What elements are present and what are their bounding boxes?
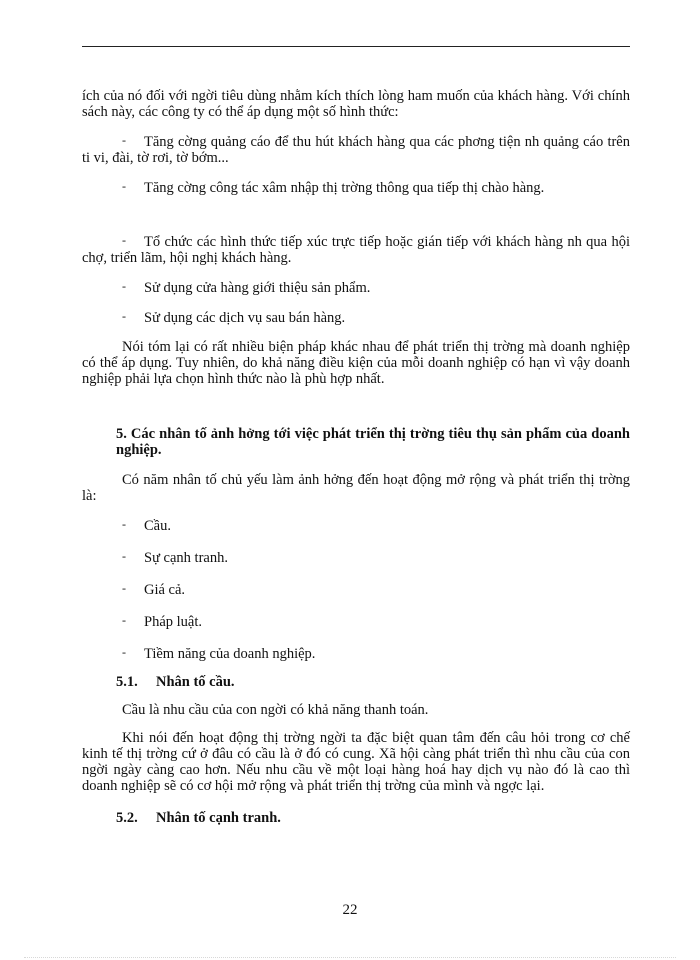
page-number: 22 [342,902,358,918]
paragraph-summary: Nói tóm lại có rất nhiều biện pháp khác nhau để phát triển thị trờng mà doanh nghiệp có thể áp dụng. Tuy nhiên, do khả năng điều kiện của mỗi doanh nghiệp có hạn vì vậy doanh nghiệp phải lựa chọn hình thức nào là phù hợp nhất. [82,339,630,387]
list-item-text: Tiềm năng của doanh nghiệp. [144,646,316,662]
subsection-title: Nhân tố cạnh tranh. [156,810,281,826]
section-heading-5: 5. Các nhân tố ảnh hởng tới việc phát triển thị trờng tiêu thụ sản phẩm của doanh nghiệp. [116,426,630,458]
list-item-direct-contact [82,234,630,266]
page-bottom-border [24,957,676,958]
bullet-dash: - [122,645,126,659]
bullet-dash: - [122,309,126,323]
list-item-text: Sự cạnh tranh. [144,550,228,566]
subsection-heading-5-2 [82,810,630,826]
list-item-text: Tổ chức các hình thức tiếp xúc trực tiếp hoặc gián tiếp với khách hàng nh qua hội chợ, triển lãm, hội nghị khách hàng. [82,234,630,266]
list-item-law [82,614,630,630]
document-body [82,88,630,826]
bullet-dash: - [122,279,126,293]
paragraph-demand-definition: Cầu là nhu cầu của con ngời có khả năng thanh toán. [122,702,429,718]
bullet-dash: - [122,613,126,627]
paragraph-factors-intro: Có năm nhân tố chủ yếu làm ảnh hởng đến hoạt động mở rộng và phát triển thị trờng là: [82,472,630,504]
paragraph-demand-detail: Khi nói đến hoạt động thị trờng ngời ta đặc biệt quan tâm đến câu hỏi trong cơ chế kinh tế thị trờng cứ ở đâu có cầu là ở đó có cung. Xã hội càng phát triển thì nhu cầu của con ngời ngày càng cao hơn. Nếu nhu cầu về một loại hàng hoá hay dịch vụ nào đó là cao thì doanh nghiệp sẽ có cơ hội mở rộng và phát triển thị trờng của mình và ngợc lại. [82,730,630,794]
list-item-market-penetration [82,180,630,196]
list-item-text: Tăng cờng công tác xâm nhập thị trờng thông qua tiếp thị chào hàng. [144,180,545,196]
list-item-showroom [82,280,630,296]
header-rule [82,46,630,47]
list-item-after-sales [82,310,630,326]
list-item-text: Tăng cờng quảng cáo để thu hút khách hàng qua các phơng tiện nh quảng cáo trên ti vi, đài, tờ rơi, tờ bớm... [82,134,630,166]
list-item-text: Pháp luật. [144,614,202,630]
bullet-dash: - [122,179,126,193]
list-item-text: Sử dụng các dịch vụ sau bán hàng. [144,310,346,326]
paragraph-intro: ích của nó đối với ngời tiêu dùng nhằm kích thích lòng ham muốn của khách hàng. Với chính sách này, các công ty có thể áp dụng một số hình thức: [82,88,630,120]
subsection-title: Nhân tố cầu. [156,674,235,690]
bullet-dash: - [122,549,126,563]
subsection-number: 5.2. [116,810,138,826]
list-item-potential [82,646,630,662]
list-item-demand [82,518,630,534]
subsection-heading-5-1 [82,674,630,690]
bullet-dash: - [122,581,126,595]
bullet-dash: - [122,133,126,147]
list-item-text: Cầu. [144,518,171,534]
list-item-price [82,582,630,598]
list-item-text: Giá cả. [144,582,186,598]
list-item-advertising [82,134,630,166]
bullet-dash: - [122,233,126,247]
bullet-dash: - [122,517,126,531]
subsection-number: 5.1. [116,674,138,690]
list-item-text: Sử dụng cửa hàng giới thiệu sản phẩm. [144,280,371,296]
list-item-competition [82,550,630,566]
